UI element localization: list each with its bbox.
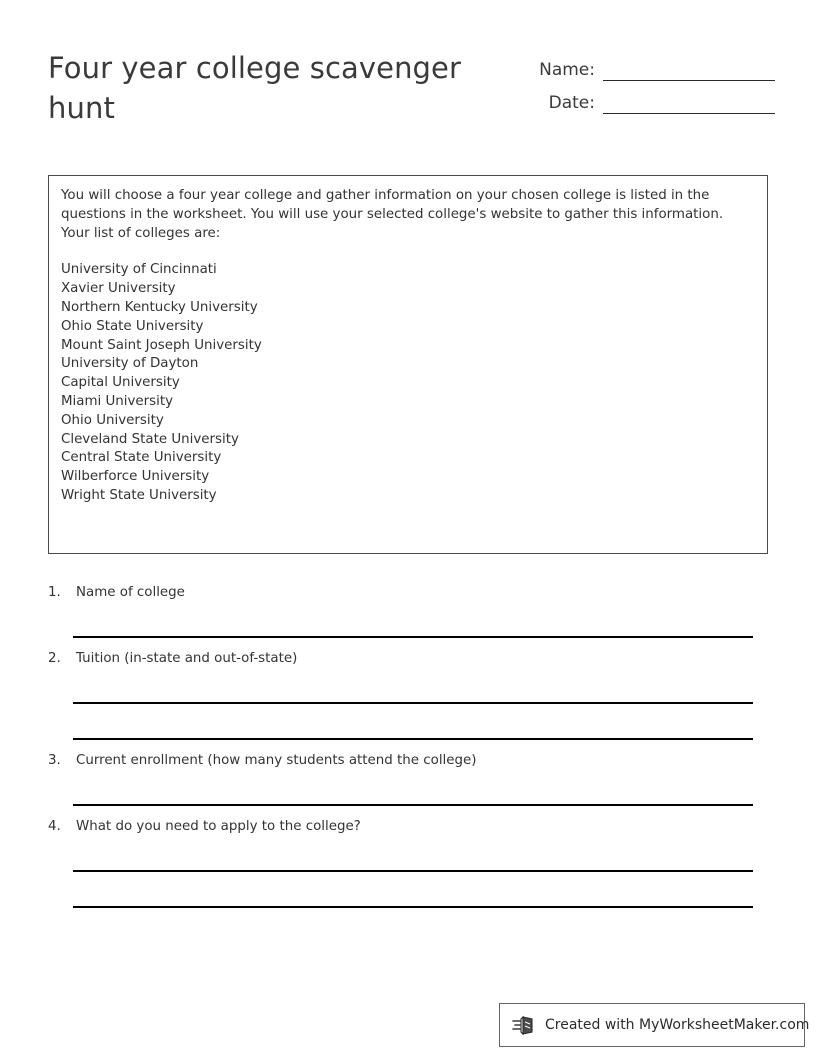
question-heading (48, 584, 768, 602)
question-heading (48, 650, 768, 668)
answer-lines (73, 602, 768, 638)
date-row (505, 81, 775, 114)
college-list-item: University of Cincinnati (61, 262, 217, 278)
college-list-item: Central State University (61, 450, 222, 466)
college-list-item: Ohio State University (61, 318, 204, 334)
answer-line[interactable] (73, 770, 753, 806)
answer-line[interactable] (73, 872, 753, 908)
answer-line[interactable] (73, 704, 753, 740)
question-text: Name of college (76, 585, 185, 600)
questions-section (48, 584, 768, 908)
worksheet-header (0, 0, 816, 150)
question-number: 3. (48, 753, 61, 768)
answer-lines (73, 770, 768, 806)
page-title: Four year college scavenger hunt (48, 51, 462, 125)
question-item (48, 584, 768, 638)
question-heading (48, 818, 768, 836)
question-number: 2. (48, 651, 61, 666)
college-list-item: Cleveland State University (61, 431, 239, 447)
name-date-block (505, 48, 775, 114)
footer-attribution-text: Created with MyWorksheetMaker.com (545, 1017, 810, 1033)
question-item (48, 818, 768, 908)
answer-lines (73, 668, 768, 740)
name-label: Name: (539, 60, 595, 80)
question-number: 1. (48, 585, 61, 600)
question-spacer (48, 638, 768, 650)
college-list-item: Xavier University (61, 281, 176, 297)
college-list-item: Ohio University (61, 412, 164, 428)
name-row (505, 48, 775, 81)
answer-line[interactable] (73, 668, 753, 704)
name-input-line[interactable] (603, 60, 775, 81)
footer-attribution-badge[interactable] (499, 1003, 810, 1047)
college-list-item: Northern Kentucky University (61, 299, 258, 315)
date-input-line[interactable] (603, 93, 775, 114)
question-number: 4. (48, 819, 61, 834)
answer-line[interactable] (73, 602, 753, 638)
question-text: Tuition (in-state and out-of-state) (76, 651, 298, 666)
worksheet-maker-logo-icon (512, 1013, 538, 1037)
answer-line[interactable] (73, 836, 753, 872)
instruction-paragraph: You will choose a four year college and gather information on your chosen college is listed in the questions in the worksheet. You will use your selected college's website to gather this information. Your list of colleges are: (61, 188, 724, 241)
question-item (48, 650, 768, 740)
question-spacer (48, 806, 768, 818)
college-list-item: Wilberforce University (61, 469, 210, 485)
question-item (48, 752, 768, 806)
college-list-item: Capital University (61, 375, 180, 391)
question-heading (48, 752, 768, 770)
college-list (61, 261, 753, 505)
instruction-box (48, 175, 768, 554)
question-spacer (48, 740, 768, 752)
question-text: Current enrollment (how many students attend the college) (76, 753, 477, 768)
college-list-item: Mount Saint Joseph University (61, 337, 262, 353)
date-label: Date: (548, 93, 595, 113)
college-list-item: University of Dayton (61, 356, 199, 372)
answer-lines (73, 836, 768, 908)
question-text: What do you need to apply to the college? (76, 819, 361, 834)
college-list-item: Wright State University (61, 487, 217, 503)
college-list-item: Miami University (61, 393, 174, 409)
